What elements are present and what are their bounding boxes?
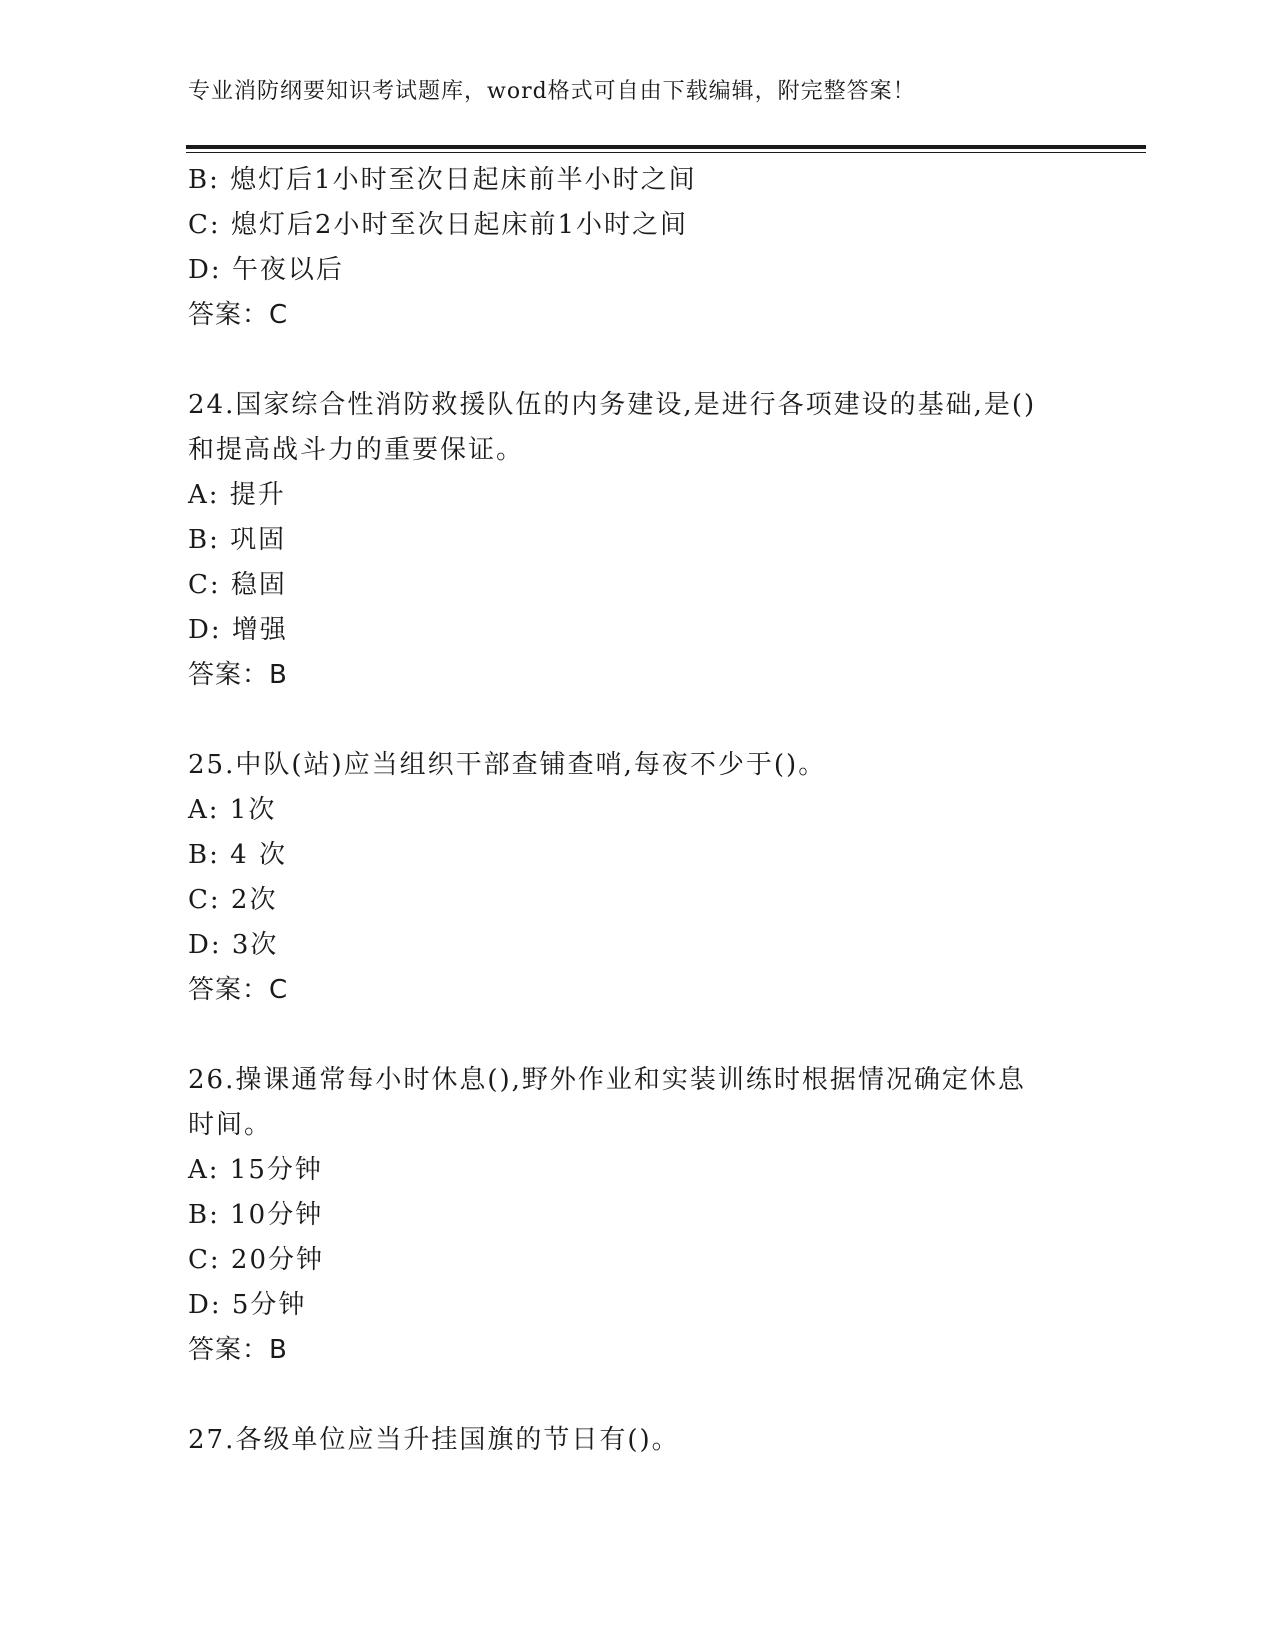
option-d: D: 增强 xyxy=(188,615,288,645)
spacer xyxy=(188,1373,1088,1418)
option-d: D: 3次 xyxy=(188,930,279,960)
question-27 xyxy=(188,1418,1088,1463)
question-24 xyxy=(188,383,1088,698)
question-stem: 27.各级单位应当升挂国旗的节日有()。 xyxy=(188,1425,680,1455)
option-b: B: 4 次 xyxy=(188,840,287,870)
answer-line: 答案：B xyxy=(188,660,288,690)
page-header: 专业消防纲要知识考试题库，word格式可自由下载编辑，附完整答案！ xyxy=(188,79,916,104)
answer-line: 答案：C xyxy=(188,300,289,330)
option-b: B: 熄灯后1小时至次日起床前半小时之间 xyxy=(188,165,697,195)
option-a: A: 15分钟 xyxy=(188,1155,323,1185)
option-b: B: 10分钟 xyxy=(188,1200,324,1230)
question-stem: 24.国家综合性消防救援队伍的内务建设,是进行各项建设的基础,是() xyxy=(188,390,1037,420)
option-c: C: 稳固 xyxy=(188,570,287,600)
option-a: A: 提升 xyxy=(188,480,286,510)
option-c: C: 熄灯后2小时至次日起床前1小时之间 xyxy=(188,210,689,240)
question-list xyxy=(188,158,1088,1463)
option-d: D: 午夜以后 xyxy=(188,255,344,285)
option-a: A: 1次 xyxy=(188,795,277,825)
question-25 xyxy=(188,743,1088,1013)
option-c: C: 20分钟 xyxy=(188,1245,325,1275)
option-d: D: 5分钟 xyxy=(188,1290,307,1320)
answer-line: 答案：C xyxy=(188,975,289,1005)
header-rule-thick xyxy=(186,145,1146,149)
question-23 xyxy=(188,158,1088,338)
spacer xyxy=(188,698,1088,743)
question-stem: 26.操课通常每小时休息(),野外作业和实装训练时根据情况确定休息 xyxy=(188,1065,1026,1095)
question-stem-cont: 时间。 xyxy=(188,1110,273,1140)
header-rule-thin xyxy=(186,152,1146,153)
question-stem: 25.中队(站)应当组织干部查铺查哨,每夜不少于()。 xyxy=(188,750,827,780)
option-c: C: 2次 xyxy=(188,885,278,915)
question-stem-cont: 和提高战斗力的重要保证。 xyxy=(188,435,525,465)
spacer xyxy=(188,1013,1088,1058)
answer-line: 答案：B xyxy=(188,1335,288,1365)
option-b: B: 巩固 xyxy=(188,525,287,555)
question-26 xyxy=(188,1058,1088,1373)
spacer xyxy=(188,338,1088,383)
